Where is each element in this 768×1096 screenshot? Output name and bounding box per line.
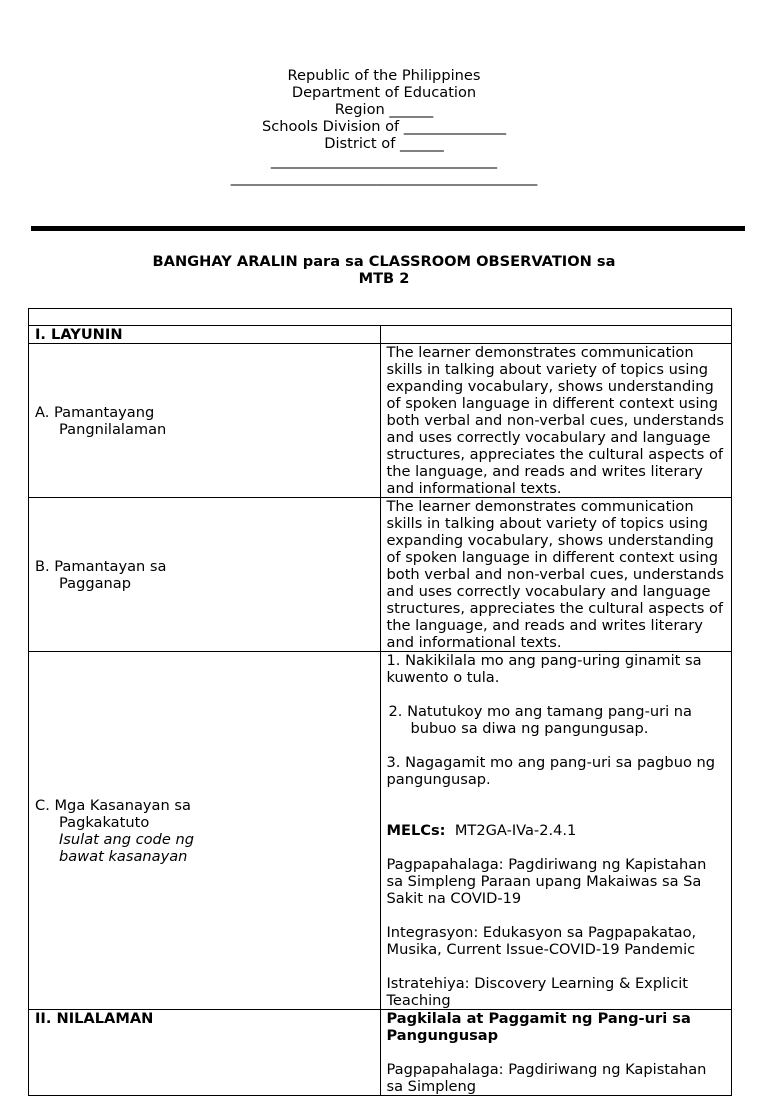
- republic-line: Republic of the Philippines: [287, 67, 481, 84]
- pagpapahalaga-text: Pagpapahalaga: Pagdiriwang ng Kapistahan sa Simpleng Paraan upang Makaiwas sa Sa Sakit na COVID-19: [386, 856, 707, 907]
- blank-line-1: _______________________________: [270, 152, 498, 169]
- melcs-label: MELCs:: [386, 822, 446, 839]
- division-line: Schools Division of ______________: [261, 118, 506, 135]
- table-empty-row: [29, 309, 732, 326]
- district-line: District of ______: [324, 135, 444, 152]
- a-label-cell: [29, 344, 381, 498]
- table-row-nilalaman: [29, 1010, 732, 1096]
- objective-3: 3. Nagagamit mo ang pang-uri sa pagbuo ng pangungusap.: [386, 754, 716, 788]
- c-label-line3: Isulat ang code ng: [59, 830, 194, 848]
- title-line-2: MTB 2: [358, 270, 410, 287]
- table-row-c: [29, 652, 732, 1010]
- c-content-cell: [380, 652, 732, 1010]
- c-label-line2: Pagkakatuto: [59, 813, 150, 831]
- blank-line-2: __________________________________________: [230, 169, 538, 186]
- table-row-b: [29, 498, 732, 652]
- header-divider: [31, 226, 745, 231]
- integrasyon-text: Integrasyon: Edukasyon sa Pagpapakatao, Musika, Current Issue-COVID-19 Pandemic: [386, 924, 697, 958]
- a-label-line2: Pangnilalaman: [59, 420, 167, 438]
- layunin-content: [380, 326, 732, 344]
- region-line: Region ______: [334, 101, 434, 118]
- table-row-a: [29, 344, 732, 498]
- department-line: Department of Education: [291, 84, 477, 101]
- istratehiya-text: Istratehiya: Discovery Learning & Explicit Teaching: [386, 975, 688, 1009]
- lesson-plan-table: [28, 308, 732, 1096]
- melcs-line: [387, 822, 728, 839]
- nilalaman-pagpapahalaga: Pagpapahalaga: Pagdiriwang ng Kapistahan sa Simpleng: [386, 1061, 707, 1095]
- b-label-line1: B. Pamantayan sa: [35, 557, 167, 575]
- c-label-line1: C. Mga Kasanayan sa: [35, 796, 191, 814]
- b-content-text: The learner demonstrates communication skills in talking about variety of topics using expanding vocabulary, shows understanding of spoken language in different context using both verbal and non-verbal cues, understands and uses correctly vocabulary and language structures, appreciates the cultural aspects of the language, and reads and writes literary and informational texts.: [386, 498, 724, 651]
- empty-cell: [29, 309, 732, 326]
- objective-1: 1. Nakikilala mo ang pang-uring ginamit sa kuwento o tula.: [386, 652, 702, 686]
- table-row-layunin: [29, 326, 732, 344]
- document-title: [0, 253, 768, 287]
- document-header: [0, 65, 768, 186]
- a-content-cell: [380, 344, 732, 498]
- c-label-line4: bawat kasanayan: [59, 847, 188, 865]
- layunin-label: I. LAYUNIN: [29, 326, 381, 344]
- nilalaman-title: Pagkilala at Paggamit ng Pang-uri sa Pangungusap: [386, 1010, 691, 1044]
- a-content-text: The learner demonstrates communication skills in talking about variety of topics using expanding vocabulary, shows understanding of spoken language in different context using both verbal and non-verbal cues, understands and uses correctly vocabulary and language structures, appreciates the cultural aspects of the language, and reads and writes literary and informational texts.: [386, 344, 724, 497]
- b-label-line2: Pagganap: [59, 574, 132, 592]
- c-label-cell: [29, 652, 381, 1010]
- nilalaman-content-cell: [380, 1010, 732, 1096]
- a-label-line1: A. Pamantayang: [35, 403, 155, 421]
- b-label-cell: [29, 498, 381, 652]
- b-content-cell: [380, 498, 732, 652]
- objective-2: 2. Natutukoy mo ang tamang pang-uri na bubuo sa diwa ng pangungusap.: [388, 703, 692, 737]
- nilalaman-label: II. NILALAMAN: [29, 1010, 381, 1096]
- melcs-code: MT2GA-IVa-2.4.1: [454, 822, 577, 839]
- title-line-1: BANGHAY ARALIN para sa CLASSROOM OBSERVATION sa: [152, 253, 616, 270]
